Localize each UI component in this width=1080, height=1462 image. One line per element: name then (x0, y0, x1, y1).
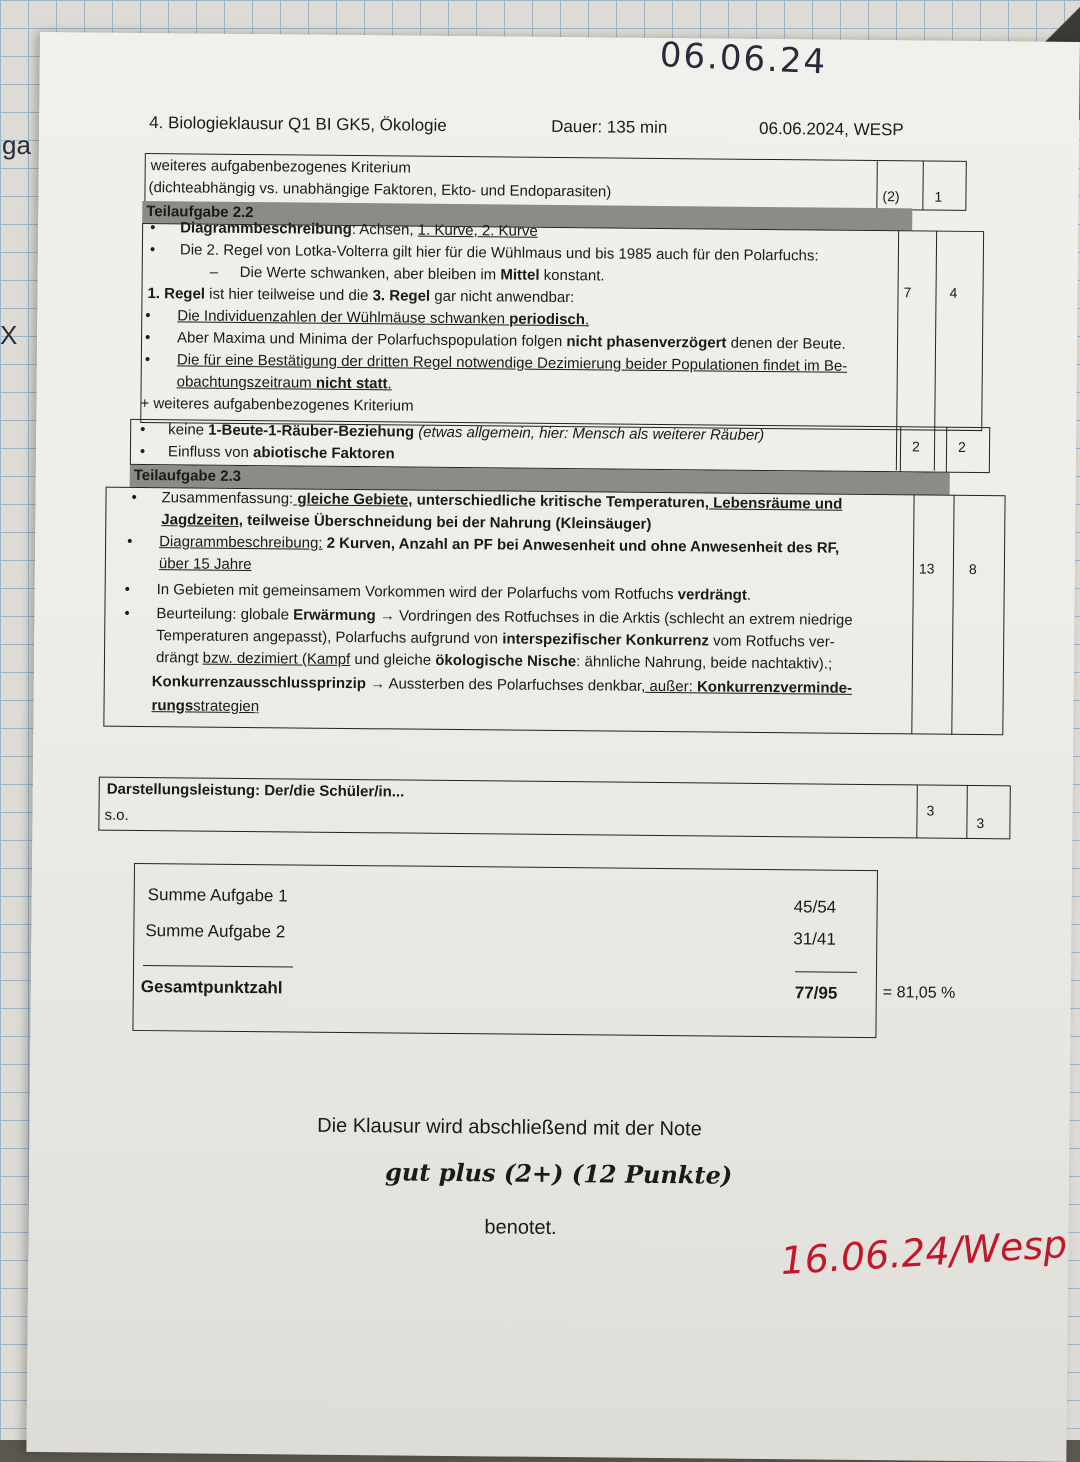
exam-date-teacher: 06.06.2024, WESP (759, 118, 904, 140)
task23-evaluation-line2: Temperaturen angepasst), Polarfuchs aufgrund von interspezifischer Konkurrenz vom Rotfuchs ver- (156, 627, 835, 651)
exam-title: 4. Biologieklausur Q1 BI GK5, Ökologie (149, 113, 447, 135)
criterion-top-max: (2) (882, 188, 900, 205)
grade-outro: benotet. (484, 1216, 557, 1240)
bullet: • (150, 219, 156, 237)
task23-evaluation-line4: Konkurrenzausschlussprinzip → Aussterben des Polarfuchses denkbar, außer: Konkurrenzverminde- (151, 673, 853, 697)
bullet: • (124, 580, 131, 598)
task22-item-rule2: Die 2. Regel von Lotka-Volterra gilt hier für die Wühlmaus und bis 1985 auch für den Polarfuchs: (179, 241, 819, 265)
task23-evaluation-line3: drängt bzw. dezimiert (Kampf und gleiche ökologische Nische: ähnliche Nahrung, beide nachtaktiv).; (155, 649, 833, 673)
summary-total-label: Gesamtpunktzahl (140, 977, 283, 998)
summary-a2-value: 31/41 (793, 929, 836, 949)
bullet: • (127, 532, 133, 550)
dash: – (209, 263, 219, 281)
task23-max: 13 (918, 560, 935, 577)
task22-heading: Teilaufgabe 2.2 (142, 201, 912, 230)
bullet: • (149, 241, 156, 259)
task22-plus-criterion: + weiteres aufgabenbezogenes Kriterium (140, 394, 414, 415)
presentation-max: 3 (926, 802, 935, 819)
task22-item-rule3-line2: obachtungszeitraum nicht statt. (176, 373, 392, 393)
task23-summary-line1: Zusammenfassung: gleiche Gebiete, unterschiedliche kritische Temperaturen, Lebensräume und (161, 489, 843, 513)
summary-percent: = 81,05 % (882, 984, 956, 1002)
task22-sub-item: Die Werte schwanken, aber bleiben im Mittel konstant. (239, 263, 605, 285)
bullet: • (145, 307, 151, 325)
task23-heading: Teilaufgabe 2.3 (130, 465, 950, 495)
task23-diagram-line1: Diagrammbeschreibung: 2 Kurven, Anzahl an PF bei Anwesenheit und ohne Anwesenheit des RF, (159, 533, 840, 557)
margin-scribble: ga (2, 130, 31, 160)
criterion-top-score: 1 (934, 188, 943, 205)
bullet: • (139, 442, 146, 461)
task22-extra-item2: Einfluss von abiotische Faktoren (167, 443, 395, 463)
task23-evaluation-line5: rungsstrategien (151, 697, 260, 716)
criterion-top-line1: weiteres aufgabenbezogenes Kriterium (150, 157, 411, 177)
task22-rules-line: 1. Regel ist hier teilweise und die 3. Regel gar nicht anwendbar: (147, 285, 575, 307)
task22-item-diagram: Diagrammbeschreibung: Achsen, 1. Kurve, 2. Kurve (180, 219, 538, 240)
presentation-score: 3 (976, 815, 985, 832)
task22-item-maxima: Aber Maxima und Minima der Polarfuchspopulation folgen nicht phasenverzögert denen der Beute. (176, 329, 846, 353)
task23-score: 8 (968, 560, 977, 578)
bullet: • (124, 604, 130, 622)
presentation-so: s.o. (104, 806, 129, 824)
bullet: • (131, 488, 137, 506)
bullet: • (140, 420, 146, 439)
bullet: • (144, 329, 151, 347)
summary-total-value: 77/95 (794, 983, 838, 1003)
presentation-title: Darstellungsleistung: Der/die Schüler/in... (106, 780, 405, 801)
grade-handwritten: gut plus (2+) (12 Punkte) (384, 1157, 733, 1190)
task22-extra-item1: keine 1-Beute-1-Räuber-Beziehung (etwas allgemein, hier: Mensch als weiterer Räuber) (168, 421, 765, 444)
task22-extra-max: 2 (911, 438, 920, 455)
task23-evaluation-line1: Beurteilung: globale Erwärmung → Vordringen des Rotfuchses in die Arktis (schlecht an extrem niedrige (156, 605, 853, 629)
summary-a1-value: 45/54 (793, 897, 837, 917)
task23-summary-line2: Jagdzeiten, teilweise Überschneidung bei der Nahrung (Kleinsäuger) (161, 511, 652, 533)
margin-scribble: X (0, 320, 18, 350)
task22-max: 7 (903, 284, 912, 301)
bullet: • (144, 351, 151, 369)
grade-intro: Die Klausur wird abschließend mit der Note (317, 1114, 702, 1141)
task23-diagram-line2: über 15 Jahre (158, 555, 252, 574)
task22-extra-score: 2 (957, 438, 966, 455)
exam-duration: Dauer: 135 min (551, 116, 668, 138)
task22-item-periodic: Die Individuenzahlen der Wühlmäuse schwanken periodisch. (177, 307, 590, 329)
criterion-top-line2: (dichteabhängig vs. unabhängige Faktoren, Ekto- und Endoparasiten) (148, 179, 612, 201)
teacher-signature: 16.06.24/Wesp (779, 1221, 1069, 1284)
exam-sheet (26, 32, 1080, 1462)
task23-displacement: In Gebieten mit gemeinsamem Vorkommen wird der Polarfuchs vom Rotfuchs verdrängt. (156, 581, 752, 604)
summary-a2-label: Summe Aufgabe 2 (145, 921, 286, 942)
task22-item-rule3-line1: Die für eine Bestätigung der dritten Regel notwendige Dezimierung beider Populationen findet im Be- (176, 351, 848, 375)
task22-score: 4 (949, 284, 958, 301)
handwritten-top-date: 06.06.24 (658, 35, 828, 83)
summary-a1-label: Summe Aufgabe 1 (147, 885, 288, 906)
